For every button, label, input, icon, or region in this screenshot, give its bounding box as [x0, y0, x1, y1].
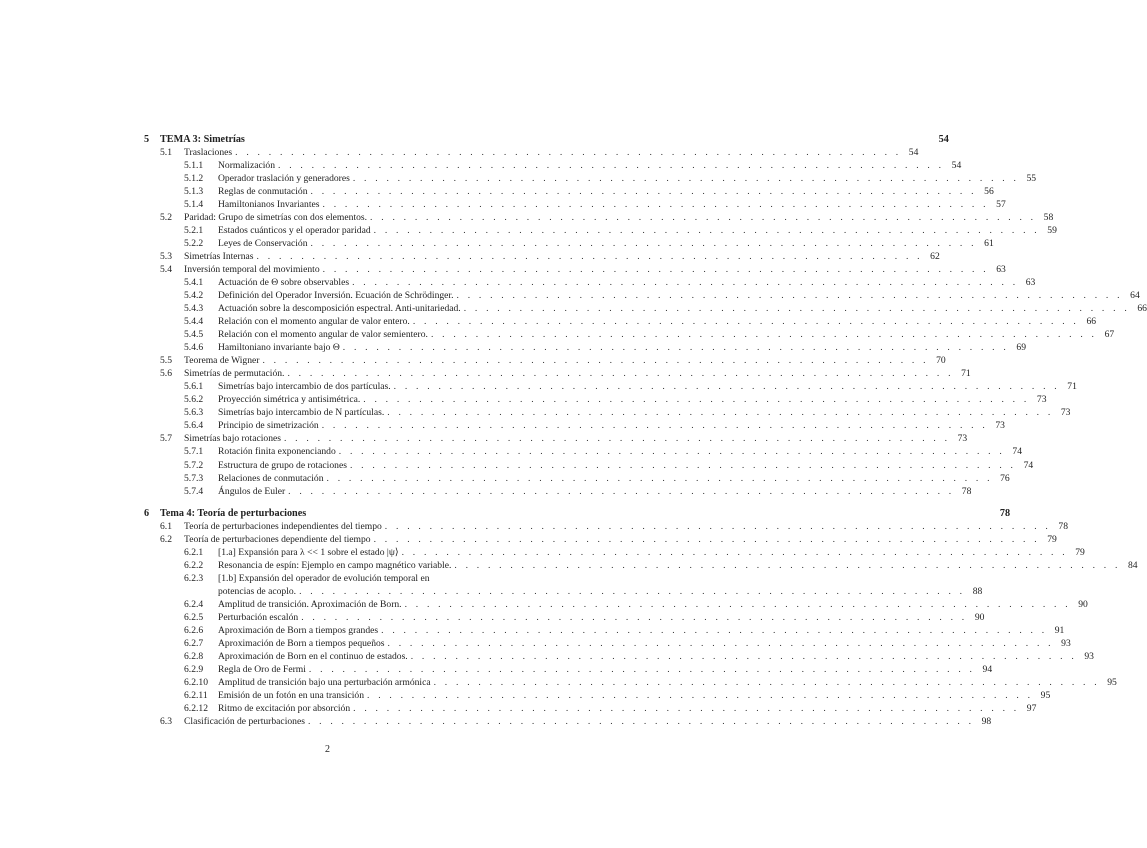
toc-page-number: 79 — [1075, 546, 1085, 558]
toc-page-number: 69 — [1016, 342, 1026, 354]
toc-page-number: 90 — [1078, 598, 1088, 610]
toc-leader-dots: . . . . . . . . . . . . . . . . . . . . . . . . . . . . . . . . . . . . . . . . . . . . . . . . . . . . . . . . . . . . — [262, 355, 929, 367]
toc-leader-dots: . . . . . . . . . . . . . . . . . . . . . . . . . . . . . . . . . . . . . . . . . . . . . . . . . . . . . . . . . . . . — [430, 329, 1098, 341]
toc-entry-number: 6.2.10 — [184, 676, 208, 688]
toc-subsection[interactable] — [184, 472, 1010, 485]
toc-entry-title: [1.a] Expansión para λ << 1 sobre el estado |ψ⟩ — [218, 546, 399, 558]
toc-subsection[interactable] — [184, 329, 1115, 341]
toc-entry-number: 5.2 — [160, 212, 172, 224]
toc-subsection[interactable] — [184, 407, 1071, 419]
toc-subsection[interactable] — [184, 663, 993, 676]
toc-entry-title: Amplitud de transición. Aproximación de Born. — [218, 598, 402, 610]
toc-page-number: 64 — [1130, 290, 1140, 302]
toc-page-number: 54 — [908, 147, 919, 159]
toc-subsection[interactable] — [184, 303, 1147, 315]
toc-entry-title: potencias de acoplo. — [218, 585, 297, 597]
toc-entry-number: 5 — [144, 134, 150, 145]
toc-entry-number: 6.2.3 — [184, 572, 204, 584]
toc-entry-number: 6.2.5 — [184, 611, 204, 623]
toc-page-number: 66 — [1137, 303, 1147, 315]
toc-section[interactable] — [160, 715, 992, 728]
toc-leader-dots: . . . . . . . . . . . . . . . . . . . . . . . . . . . . . . . . . . . . . . . . . . . . . . . . . . . . . . . . . . . . — [308, 663, 976, 675]
toc-entry-title: Simetrías bajo intercambio de dos partículas. — [218, 381, 391, 393]
toc-page-number: 61 — [984, 238, 994, 250]
toc-entry-number: 6.2.12 — [184, 702, 208, 714]
toc-entry-title: Paridad: Grupo de simetrías con dos elementos. — [184, 212, 368, 224]
toc-entry-number: 6.2.4 — [184, 598, 204, 610]
toc-section[interactable] — [160, 251, 940, 263]
toc-entry-number: 5.1.1 — [184, 160, 204, 172]
toc-subsection[interactable] — [184, 702, 1037, 715]
toc-section[interactable] — [160, 147, 919, 159]
toc-entry-title: Proyección simétrica y antisimétrica. — [218, 394, 361, 406]
toc-page-number: 54 — [938, 134, 949, 145]
toc-page-number: 78 — [1058, 520, 1069, 532]
toc-page-number: 88 — [972, 585, 983, 597]
toc-entry-title: [1.b] Expansión del operador de evolución temporal en — [218, 572, 430, 584]
toc-subsection[interactable] — [184, 624, 1065, 637]
toc-page-number: 93 — [1061, 637, 1071, 649]
toc-page-number: 74 — [1023, 459, 1034, 471]
toc-subsection[interactable] — [184, 381, 1077, 393]
toc-entry-number: 6.2.1 — [184, 546, 204, 558]
toc-page-number: 73 — [1036, 394, 1047, 406]
toc-page-number: 54 — [951, 160, 962, 172]
toc-page-number: 90 — [974, 611, 985, 623]
toc-leader-dots: . . . . . . . . . . . . . . . . . . . . . . . . . . . . . . . . . . . . . . . . . . . . . . . . . . . . . . . . . . . . — [381, 624, 1048, 636]
toc-leader-dots: . . . . . . . . . . . . . . . . . . . . . . . . . . . . . . . . . . . . . . . . . . . . . . . . . . . . . . . . . . . . — [278, 160, 945, 172]
toc-entry-title: Resonancia de espín: Ejemplo en campo magnético variable. — [218, 559, 452, 571]
toc-page-number: 73 — [957, 433, 968, 445]
toc-entry-title: Clasificación de perturbaciones — [184, 715, 305, 727]
toc-page-number: 93 — [1084, 650, 1094, 662]
toc-entry-number: 5.7.4 — [184, 485, 204, 497]
toc-entry-number: 5.4.2 — [184, 290, 204, 302]
toc-leader-dots: . . . . . . . . . . . . . . . . . . . . . . . . . . . . . . . . . . . . . . . . . . . . . . . . . . . . . . . . . . . . — [256, 251, 923, 263]
toc-page-number: 91 — [1054, 624, 1065, 636]
toc-leader-dots: . . . . . . . . . . . . . . . . . . . . . . . . . . . . . . . . . . . . . . . . . . . . . . . . . . . . . . . . . . . . — [310, 186, 977, 198]
toc-entry-number: 6.1 — [160, 520, 172, 532]
toc-subsection[interactable] — [184, 238, 994, 250]
toc-entry-number: 5.6.1 — [184, 381, 204, 393]
toc-leader-dots: . . . . . . . . . . . . . . . . . . . . . . . . . . . . . . . . . . . . . . . . . . . . . . . . . . . . . . . . . . . . — [299, 585, 966, 597]
toc-page-number: 79 — [1047, 533, 1057, 545]
toc-subsection[interactable] — [184, 485, 972, 498]
toc-entry-number: 5.4 — [160, 264, 172, 276]
toc-entry-title: Simetrías bajo rotaciones — [184, 433, 281, 445]
toc-entry-title: Aproximación de Born en el continuo de estados. — [218, 650, 408, 662]
toc-entry-number: 6.2.11 — [184, 689, 208, 701]
toc-entry-title: Leyes de Conservación — [218, 238, 308, 250]
toc-entry-number: 5.3 — [160, 251, 172, 263]
toc-chapter[interactable] — [144, 134, 949, 146]
toc-entry-title: Actuación sobre la descomposición espectral. Anti-unitariedad. — [218, 303, 461, 315]
toc-entry-title: Hamiltoniano invariante bajo Θ — [218, 342, 340, 354]
toc-entry-title: Simetrías bajo intercambio de N partículas. — [218, 407, 385, 419]
toc-subsection[interactable] — [184, 277, 1036, 289]
toc-page-number: 62 — [930, 251, 940, 263]
toc-leader-dots: . . . . . . . . . . . . . . . . . . . . . . . . . . . . . . . . . . . . . . . . . . . . . . . . . . . . . . . . . . . . — [456, 290, 1123, 302]
toc-page-number: 73 — [1060, 407, 1071, 419]
toc-subsection[interactable] — [184, 459, 1034, 472]
toc-leader-dots: . . . . . . . . . . . . . . . . . . . . . . . . . . . . . . . . . . . . . . . . . . . . . . . . . . . . . . . . . . . . — [454, 559, 1121, 571]
toc-entry-number: 5.4.4 — [184, 316, 204, 328]
toc-section[interactable] — [160, 433, 968, 445]
toc-entry-title: Rotación finita exponenciando — [218, 446, 336, 458]
toc-section[interactable] — [160, 520, 1069, 533]
toc-chapter[interactable] — [144, 507, 1011, 520]
toc-entry-number: 5.2.1 — [184, 225, 204, 237]
toc-entry-number: 5.4.1 — [184, 277, 204, 289]
toc-subsection[interactable] — [184, 199, 1006, 211]
toc-entry-title: Relaciones de conmutación — [218, 472, 324, 484]
toc-subsection[interactable] — [184, 342, 1026, 354]
toc-entry-title: Definición del Operador Inversión. Ecuación de Schrödinger. — [218, 290, 454, 302]
toc-entry-title: Estructura de grupo de rotaciones — [218, 459, 347, 471]
toc-entry-title: Principio de simetrización — [218, 420, 319, 432]
toc-leader-dots: . . . . . . . . . . . . . . . . . . . . . . . . . . . . . . . . . . . . . . . . . . . . . . . . . . . . . . . . . . . . — [307, 715, 975, 727]
toc-leader-dots: . . . . . . . . . . . . . . . . . . . . . . . . . . . . . . . . . . . . . . . . . . . . . . . . . . . . . . . . . . . . — [322, 199, 989, 211]
toc-entry-number: 5.6.2 — [184, 394, 204, 406]
toc-leader-dots: . . . . . . . . . . . . . . . . . . . . . . . . . . . . . . . . . . . . . . . . . . . . . . . . . . . . . . . . . . . . — [288, 485, 955, 497]
toc-leader-dots: . . . . . . . . . . . . . . . . . . . . . . . . . . . . . . . . . . . . . . . . . . . . . . . . . . . . . . . . . . . . — [463, 303, 1130, 315]
toc-entry-title: Hamiltonianos Invariantes — [218, 199, 320, 211]
toc-leader-dots: . . . . . . . . . . . . . . . . . . . . . . . . . . . . . . . . . . . . . . . . . . . . . . . . . . . . . . . . . . . . — [353, 702, 1020, 714]
toc-leader-dots: . . . . . . . . . . . . . . . . . . . . . . . . . . . . . . . . . . . . . . . . . . . . . . . . . . . . . . . . . . . . — [401, 546, 1068, 558]
toc-subsection[interactable] — [184, 173, 1037, 185]
toc-entry-number: 5.7 — [160, 433, 172, 445]
toc-entry-number: 5.1.4 — [184, 199, 204, 211]
toc-entry-title: Simetrías Internas — [184, 251, 254, 263]
toc-entry-title: Reglas de conmutación — [218, 186, 308, 198]
toc-entry-number: 5.7.3 — [184, 472, 204, 484]
toc-entry-title: Ángulos de Euler — [218, 485, 286, 497]
toc-entry-number: 5.4.3 — [184, 303, 204, 315]
toc-entry-title: Relación con el momento angular de valor entero. — [218, 316, 410, 328]
toc-entry-title: Aproximación de Born a tiempos grandes — [218, 624, 379, 636]
toc-leader-dots: . . . . . . . . . . . . . . . . . . . . . . . . . . . . . . . . . . . . . . . . . . . . . . . . . . . . . . . . . . . . — [363, 394, 1030, 406]
toc-subsection[interactable] — [184, 420, 1005, 432]
toc-leader-dots: . . . . . . . . . . . . . . . . . . . . . . . . . . . . . . . . . . . . . . . . . . . . . . . . . . . . . . . . . . . . — [287, 368, 954, 380]
toc-entry-number: 5.6.3 — [184, 407, 204, 419]
toc-subsection[interactable] — [184, 160, 962, 172]
toc-entry-title: Inversión temporal del movimiento — [184, 264, 320, 276]
toc-leader-dots: . . . . . . . . . . . . . . . . . . . . . . . . . . . . . . . . . . . . . . . . . . . . . . . . . . . . . . . . . . . . — [235, 147, 902, 159]
toc-entry-number: 6.3 — [160, 715, 172, 727]
toc-page-number: 57 — [996, 199, 1006, 211]
toc-subsection[interactable] — [184, 559, 1138, 572]
toc-leader-dots: . . . . . . . . . . . . . . . . . . . . . . . . . . . . . . . . . . . . . . . . . . . . . . . . . . . . . . . . . . . . — [338, 446, 1005, 458]
toc-entry-title: Operador traslación y generadores — [218, 173, 350, 185]
toc-leader-dots: . . . . . . . . . . . . . . . . . . . . . . . . . . . . . . . . . . . . . . . . . . . . . . . . . . . . . . . . . . . . — [404, 598, 1071, 610]
toc-entry-number: 5.7.2 — [184, 459, 204, 471]
toc-subsection[interactable] — [184, 394, 1047, 406]
toc-leader-dots: . . . . . . . . . . . . . . . . . . . . . . . . . . . . . . . . . . . . . . . . . . . . . . . . . . . . . . . . . . . . — [410, 650, 1077, 662]
toc-subsection[interactable] — [184, 290, 1140, 302]
toc-leader-dots: . . . . . . . . . . . . . . . . . . . . . . . . . . . . . . . . . . . . . . . . . . . . . . . . . . . . . . . . . . . . — [301, 611, 968, 623]
toc-subsection[interactable] — [184, 546, 1085, 559]
toc-leader-dots: . . . . . . . . . . . . . . . . . . . . . . . . . . . . . . . . . . . . . . . . . . . . . . . . . . . . . . . . . . . . — [326, 472, 993, 484]
toc-leader-dots: . . . . . . . . . . . . . . . . . . . . . . . . . . . . . . . . . . . . . . . . . . . . . . . . . . . . . . . . . . . . — [412, 316, 1080, 328]
toc-entry-title: Relación con el momento angular de valor semientero. — [218, 329, 428, 341]
toc-leader-dots: . . . . . . . . . . . . . . . . . . . . . . . . . . . . . . . . . . . . . . . . . . . . . . . . . . . . . . . . . . . . — [387, 637, 1054, 649]
toc-entry-number: 6.2 — [160, 533, 172, 545]
toc-subsection[interactable] — [184, 676, 1117, 689]
toc-subsection[interactable] — [184, 598, 1088, 611]
toc-subsection[interactable] — [184, 573, 512, 585]
toc-leader-dots: . . . . . . . . . . . . . . . . . . . . . . . . . . . . . . . . . . . . . . . . . . . . . . . . . . . . . . . . . . . . — [373, 225, 1040, 237]
toc-entry-number: 5.7.1 — [184, 446, 204, 458]
toc-leader-dots: . . . . . . . . . . . . . . . . . . . . . . . . . . . . . . . . . . . . . . . . . . . . . . . . . . . . . . . . . . . . — [349, 459, 1017, 471]
footer-page-number: 2 — [325, 744, 330, 755]
toc-section[interactable] — [160, 533, 1057, 546]
toc-subsection[interactable] — [184, 637, 1071, 650]
toc-subsection[interactable] — [184, 225, 1057, 237]
toc-entry-title: Tema 4: Teoría de perturbaciones — [160, 507, 307, 519]
toc-leader-dots: . . . . . . . . . . . . . . . . . . . . . . . . . . . . . . . . . . . . . . . . . . . . . . . . . . . . . . . . . . . . — [283, 433, 951, 445]
toc-entry-number: 6.2.2 — [184, 559, 204, 571]
toc-page-number: 84 — [1128, 559, 1138, 571]
toc-leader-dots: . . . . . . . . . . . . . . . . . . . . . . . . . . . . . . . . . . . . . . . . . . . . . . . . . . . . . . . . . . . . — [393, 381, 1060, 393]
toc-entry-title: Teoría de perturbaciones independientes del tiempo — [184, 520, 382, 532]
toc-section[interactable] — [160, 355, 946, 367]
toc-page-number: 58 — [1043, 212, 1054, 224]
toc-page-number: 78 — [961, 485, 972, 497]
toc-entry-title: Regla de Oro de Fermi — [218, 663, 306, 675]
toc-section[interactable] — [160, 264, 1006, 276]
toc-entry-number: 5.4.5 — [184, 329, 204, 341]
toc-page-number: 97 — [1026, 702, 1037, 714]
toc-leader-dots: . . . . . . . . . . . . . . . . . . . . . . . . . . . . . . . . . . . . . . . . . . . . . . . . . . . . . . . . . . . . — [352, 277, 1019, 289]
toc-entry-number: 6.2.8 — [184, 650, 204, 662]
toc-leader-dots: . . . . . . . . . . . . . . . . . . . . . . . . . . . . . . . . . . . . . . . . . . . . . . . . . . . . . . . . . . . . — [384, 520, 1052, 532]
toc-entry-title: Perturbación escalón — [218, 611, 299, 623]
toc-page-number: 94 — [982, 663, 993, 675]
toc-subsection[interactable] — [184, 650, 1094, 663]
toc-leader-dots: . . . . . . . . . . . . . . . . . . . . . . . . . . . . . . . . . . . . . . . . . . . . . . . . . . . . . . . . . . . . — [352, 173, 1020, 185]
toc-entry-title: Simetrías de permutación. — [184, 368, 285, 380]
toc-entry-number: 5.6.4 — [184, 420, 204, 432]
toc-subsection[interactable] — [184, 689, 1051, 702]
toc-entry-title: Amplitud de transición bajo una perturbación armónica — [218, 676, 431, 688]
toc-subsection[interactable] — [218, 585, 983, 598]
toc-page-number: 78 — [999, 507, 1011, 519]
toc-entry-number: 5.1.2 — [184, 173, 204, 185]
toc-entry-title: Traslaciones — [184, 147, 233, 159]
toc-leader-dots: . . . . . . . . . . . . . . . . . . . . . . . . . . . . . . . . . . . . . . . . . . . . . . . . . . . . . . . . . . . . — [370, 212, 1037, 224]
toc-section[interactable] — [160, 212, 1054, 224]
toc-section[interactable] — [160, 368, 971, 380]
toc-page-number: 71 — [1067, 381, 1077, 393]
toc-entry-title: Ritmo de excitación por absorción — [218, 702, 351, 714]
toc-entry-title: Aproximación de Born a tiempos pequeños — [218, 637, 385, 649]
toc-leader-dots: . . . . . . . . . . . . . . . . . . . . . . . . . . . . . . . . . . . . . . . . . . . . . . . . . . . . . . . . . . . . — [387, 407, 1054, 419]
toc-entry-number: 6 — [144, 507, 150, 519]
toc-subsection[interactable] — [184, 316, 1097, 328]
toc-leader-dots: . . . . . . . . . . . . . . . . . . . . . . . . . . . . . . . . . . . . . . . . . . . . . . . . . . . . . . . . . . . . — [310, 238, 977, 250]
toc-page-number: 55 — [1026, 173, 1037, 185]
toc-entry-title: Teoría de perturbaciones dependiente del tiempo — [184, 533, 371, 545]
toc-subsection[interactable] — [184, 186, 994, 198]
toc-entry-title: Actuación de Θ sobre observables — [218, 277, 350, 289]
toc-leader-dots: . . . . . . . . . . . . . . . . . . . . . . . . . . . . . . . . . . . . . . . . . . . . . . . . . . . . . . . . . . . . — [373, 533, 1040, 545]
toc-page-number: 74 — [1012, 446, 1022, 458]
toc-leader-dots: . . . . . . . . . . . . . . . . . . . . . . . . . . . . . . . . . . . . . . . . . . . . . . . . . . . . . . . . . . . . — [322, 264, 989, 276]
toc-page-number: 67 — [1104, 329, 1115, 341]
toc-page-number: 95 — [1107, 676, 1117, 688]
toc-entry-title: Teorema de Wigner — [184, 355, 260, 367]
toc-entry-number: 6.2.9 — [184, 663, 204, 675]
toc-page-number: 71 — [961, 368, 971, 380]
toc-subsection[interactable] — [184, 446, 1022, 458]
toc-page-number: 70 — [936, 355, 946, 367]
toc-page-number: 95 — [1040, 689, 1051, 701]
toc-leader-dots: . . . . . . . . . . . . . . . . . . . . . . . . . . . . . . . . . . . . . . . . . . . . . . . . . . . . . . . . . . . . — [321, 420, 988, 432]
toc-entry-number: 5.6 — [160, 368, 172, 380]
toc-entry-title: Estados cuánticos y el operador paridad — [218, 225, 371, 237]
toc-leader-dots: . . . . . . . . . . . . . . . . . . . . . . . . . . . . . . . . . . . . . . . . . . . . . . . . . . . . . . . . . . . . — [367, 689, 1034, 701]
toc-entry-title: Normalización — [218, 160, 276, 172]
toc-entry-number: 6.2.6 — [184, 624, 204, 636]
toc-page-number: 66 — [1086, 316, 1097, 328]
toc-subsection[interactable] — [184, 611, 985, 624]
toc-leader-dots: . . . . . . . . . . . . . . . . . . . . . . . . . . . . . . . . . . . . . . . . . . . . . . . . . . . . . . . . . . . . — [342, 342, 1009, 354]
toc-entry-number: 5.1.3 — [184, 186, 204, 198]
toc-page-number: 76 — [1000, 472, 1010, 484]
toc-entry-number: 6.2.7 — [184, 637, 204, 649]
toc-page-number: 63 — [1025, 277, 1036, 289]
toc-leader-dots: . . . . . . . . . . . . . . . . . . . . . . . . . . . . . . . . . . . . . . . . . . . . . . . . . . . . . . . . . . . . — [433, 676, 1100, 688]
toc-entry-number: 5.5 — [160, 355, 172, 367]
toc-page-number: 56 — [984, 186, 994, 198]
toc-entry-number: 5.2.2 — [184, 238, 204, 250]
toc-entry-title: Emisión de un fotón en una transición — [218, 689, 365, 701]
toc-page-number: 63 — [996, 264, 1006, 276]
toc-page-number: 73 — [995, 420, 1005, 432]
toc-entry-title: TEMA 3: Simetrías — [160, 134, 245, 145]
toc-entry-number: 5.4.6 — [184, 342, 204, 354]
toc-entry-number: 5.1 — [160, 147, 172, 159]
toc-page-number: 59 — [1047, 225, 1057, 237]
toc-page-number: 98 — [981, 715, 992, 727]
